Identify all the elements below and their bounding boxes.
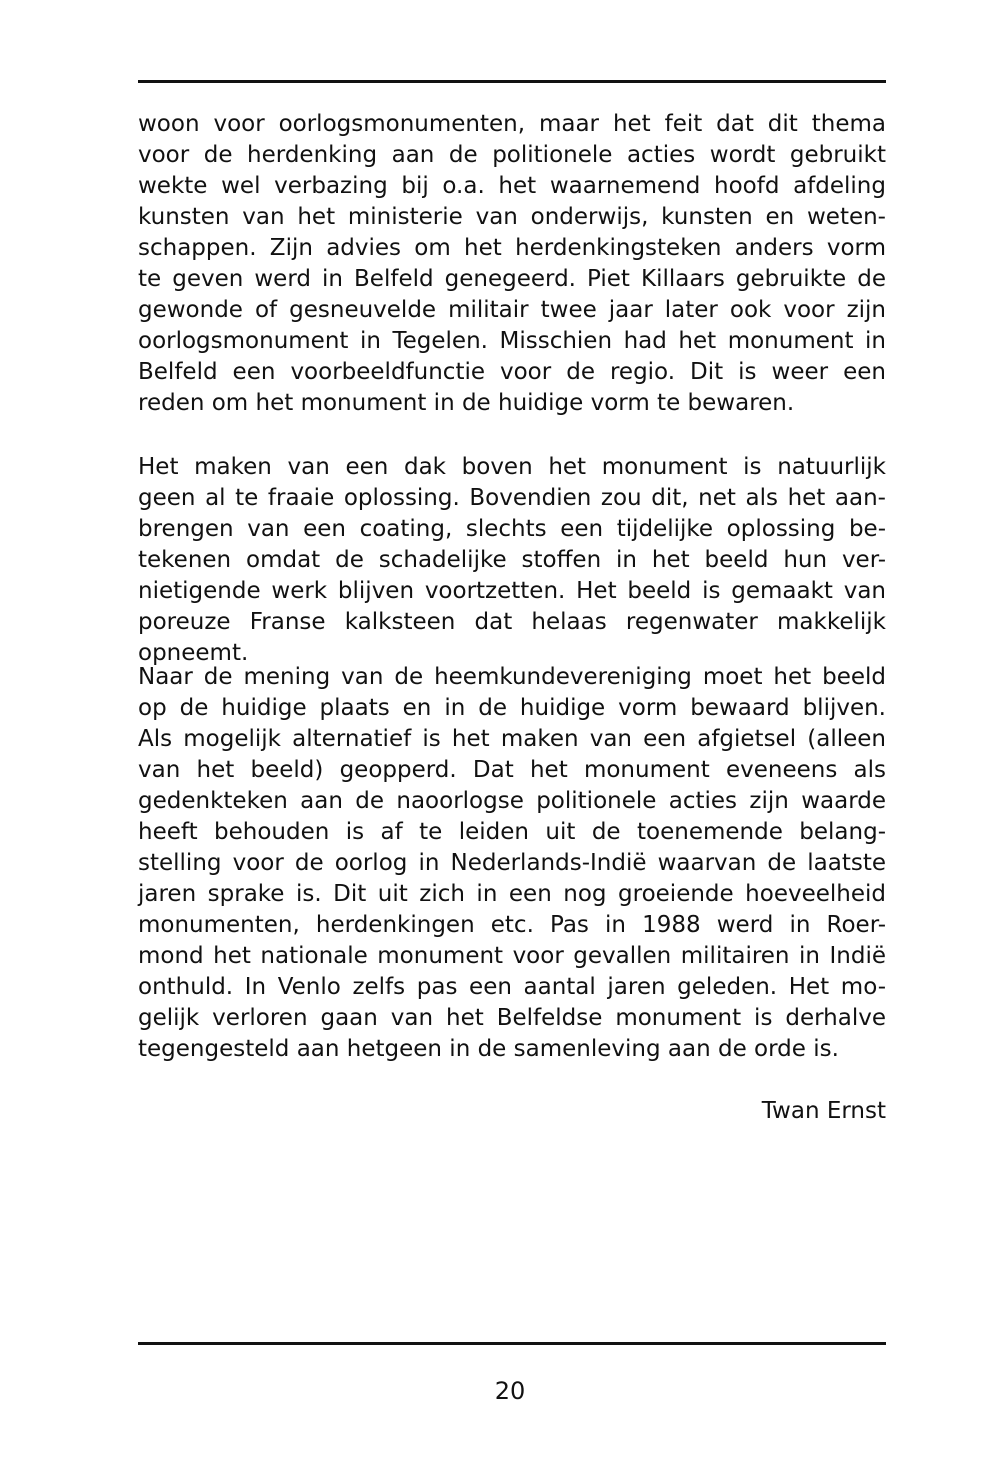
text-line: tegengesteld aan hetgeen in de samenleving aan de orde is. (138, 1036, 839, 1062)
text-line: onthuld. In Venlo zelfs pas een aantal jaren geleden. Het mo- (138, 974, 886, 1000)
text-line: op de huidige plaats en in de huidige vorm bewaard blijven. (138, 695, 886, 721)
text-line: brengen van een coating, slechts een tijdelijke oplossing be- (138, 516, 886, 542)
text-line: monumenten, herdenkingen etc. Pas in 1988 werd in Roer- (138, 912, 886, 938)
paragraph-1 (138, 109, 886, 419)
text-line: gewonde of gesneuvelde militair twee jaar later ook voor zijn (138, 297, 886, 323)
text-line: wekte wel verbazing bij o.a. het waarnemend hoofd afdeling (138, 173, 886, 199)
page-number: 20 (494, 1377, 526, 1405)
text-line: mond het nationale monument voor gevallen militairen in Indië (138, 943, 886, 969)
text-line: van het beeld) geopperd. Dat het monument eveneens als (138, 757, 886, 783)
text-line: heeft behouden is af te leiden uit de toenemende belang- (138, 819, 886, 845)
text-line: jaren sprake is. Dit uit zich in een nog groeiende hoeveelheid (138, 881, 886, 907)
text-line: Als mogelijk alternatief is het maken van een afgietsel (alleen (138, 726, 886, 752)
text-line: poreuze Franse kalksteen dat helaas regenwater makkelijk (138, 609, 886, 635)
text-line: schappen. Zijn advies om het herdenkingsteken anders vorm (138, 235, 886, 261)
text-line: tekenen omdat de schadelijke stoffen in het beeld hun ver- (138, 547, 886, 573)
text-line: woon voor oorlogsmonumenten, maar het feit dat dit thema (138, 111, 886, 137)
text-line: stelling voor de oorlog in Nederlands-Indië waarvan de laatste (138, 850, 886, 876)
text-line: voor de herdenking aan de politionele acties wordt gebruikt (138, 142, 886, 168)
text-line: geen al te fraaie oplossing. Bovendien zou dit, net als het aan- (138, 485, 886, 511)
paragraph-3 (138, 662, 886, 1065)
author-signature: Twan Ernst (761, 1098, 886, 1124)
text-line: gelijk verloren gaan van het Belfeldse monument is derhalve (138, 1005, 886, 1031)
top-rule (138, 80, 886, 83)
text-line: oorlogsmonument in Tegelen. Misschien had het monument in (138, 328, 886, 354)
text-line: nietigende werk blijven voortzetten. Het beeld is gemaakt van (138, 578, 886, 604)
text-line: reden om het monument in de huidige vorm te bewaren. (138, 390, 795, 416)
text-line: opneemt. (138, 640, 249, 666)
bottom-rule (138, 1342, 886, 1345)
text-line: Naar de mening van de heemkundevereniging moet het beeld (138, 664, 886, 690)
paragraph-2 (138, 452, 886, 669)
text-line: Belfeld een voorbeeldfunctie voor de regio. Dit is weer een (138, 359, 886, 385)
text-line: kunsten van het ministerie van onderwijs, kunsten en weten- (138, 204, 886, 230)
text-line: te geven werd in Belfeld genegeerd. Piet Killaars gebruikte de (138, 266, 886, 292)
text-line: gedenkteken aan de naoorlogse politionele acties zijn waarde (138, 788, 886, 814)
text-line: Het maken van een dak boven het monument is natuurlijk (138, 454, 886, 480)
